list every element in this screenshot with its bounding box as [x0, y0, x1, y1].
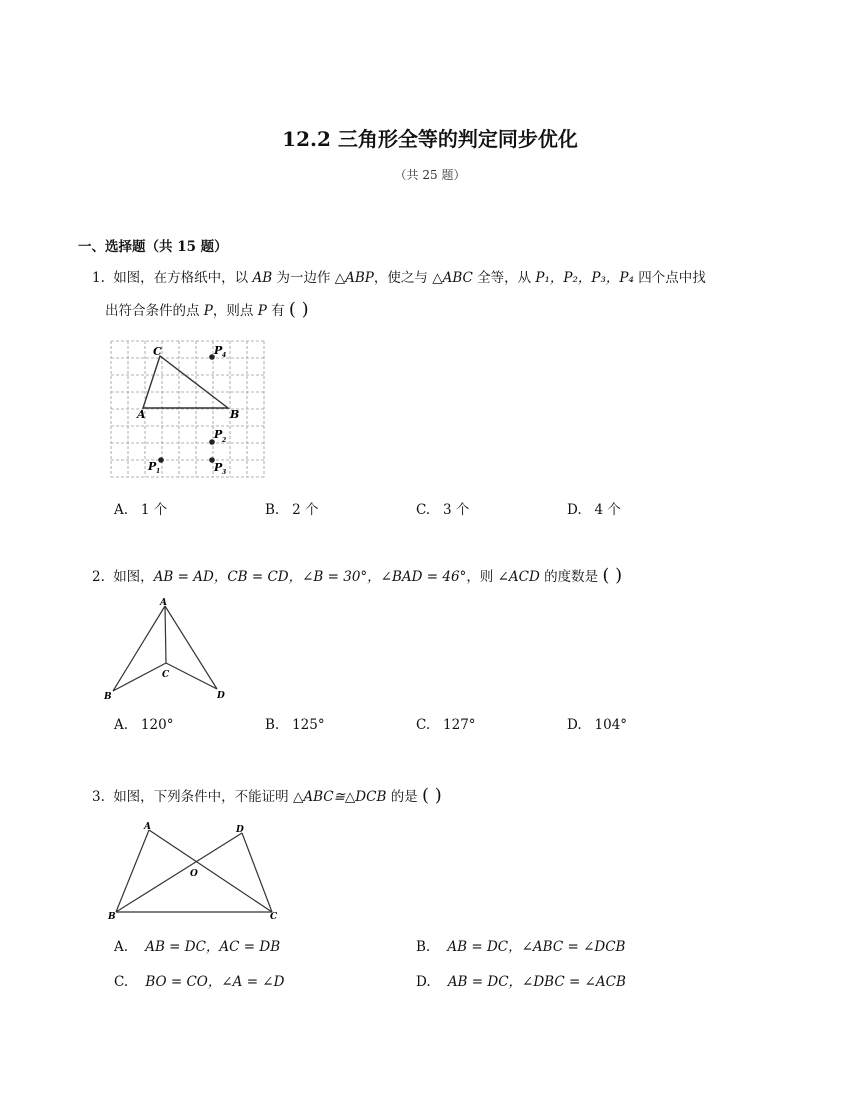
question-number: 1.	[92, 270, 105, 286]
math-expr: P	[257, 303, 267, 319]
option-b[interactable]: B. 2 个	[265, 502, 319, 518]
question-1-line1	[92, 262, 792, 294]
option-d[interactable]: D. 104°	[567, 717, 628, 733]
option-d[interactable]: D. 4 个	[567, 502, 621, 518]
crossed-triangles-figure	[104, 816, 284, 924]
math-expr: △ABC≅△DCB	[292, 789, 387, 805]
math-expr: △ABP	[334, 270, 374, 286]
option-a[interactable]: A. 120°	[114, 717, 174, 733]
question-text: ，使之与	[373, 270, 428, 286]
label-p4-sub: 4	[222, 352, 227, 359]
option-b[interactable]: B. AB = DC，∠ABC = ∠DCB	[416, 939, 626, 955]
answer-blank: ( )	[421, 785, 442, 806]
question-3	[92, 780, 792, 813]
label-o: O	[190, 869, 198, 879]
math-expr: ∠ACD	[497, 569, 540, 585]
question-text: 的是	[390, 789, 418, 805]
option-b[interactable]: B. 125°	[265, 717, 325, 733]
math-expr: P₁，P₂，P₃，P₄	[535, 270, 634, 286]
label-p4: P	[214, 344, 223, 357]
page-title: 12.2 三角形全等的判定同步优化	[282, 127, 578, 151]
label-p2-sub: 2	[222, 437, 227, 444]
question-text: 如图，在方格纸中，以	[113, 270, 249, 286]
label-b: B	[230, 408, 240, 421]
label-p1: P	[148, 460, 157, 473]
point-p1	[158, 457, 164, 463]
question-1-line2	[92, 294, 792, 327]
grid-lines	[111, 341, 264, 477]
label-a: A	[160, 598, 167, 608]
question-number: 2.	[92, 569, 105, 585]
question-2	[92, 560, 792, 593]
label-d: D	[217, 691, 225, 701]
option-a[interactable]: A. AB = DC，AC = DB	[114, 939, 281, 955]
question-text: 出符合条件的点	[105, 303, 200, 319]
question-number: 3.	[92, 789, 105, 805]
question-text: ，则点	[212, 303, 254, 319]
label-a: A	[144, 822, 151, 832]
label-p3: P	[214, 461, 223, 474]
option-c[interactable]: C. BO = CO，∠A = ∠D	[114, 974, 285, 990]
answer-blank: ( )	[288, 299, 309, 320]
math-expr: AB	[252, 270, 273, 286]
triangle-abc	[143, 356, 228, 408]
question-text: 有	[271, 303, 285, 319]
section-heading: 一、选择题（共 15 题）	[78, 239, 228, 255]
label-p2: P	[214, 428, 223, 441]
grid-figure	[108, 338, 268, 482]
math-expr: AB = AD，CB = CD，∠B = 30°，∠BAD = 46°	[153, 569, 467, 585]
math-expr: P	[203, 303, 213, 319]
label-p3-sub: 3	[222, 469, 227, 476]
question-text: ，则	[466, 569, 494, 585]
label-c: C	[270, 912, 278, 922]
label-a: A	[137, 408, 146, 421]
option-c[interactable]: C. 3 个	[416, 502, 470, 518]
math-expr: △ABC	[432, 270, 473, 286]
label-c: C	[153, 345, 162, 358]
page-subtitle: （共 25 题）	[394, 168, 466, 182]
kite-figure	[100, 596, 230, 704]
question-text: 的度数是	[544, 569, 599, 585]
option-c[interactable]: C. 127°	[416, 717, 476, 733]
label-b: B	[108, 912, 116, 922]
option-d[interactable]: D. AB = DC，∠DBC = ∠ACB	[416, 974, 626, 990]
question-text: 全等，从	[477, 270, 532, 286]
option-a[interactable]: A. 1 个	[114, 502, 168, 518]
question-text: 四个点中找	[638, 270, 706, 286]
question-text: 如图，	[113, 569, 154, 585]
question-text: 如图，下列条件中，不能证明	[113, 789, 289, 805]
question-1	[92, 262, 792, 327]
label-c: C	[162, 670, 170, 680]
question-text: 为一边作	[276, 270, 331, 286]
answer-blank: ( )	[602, 565, 623, 586]
label-d: D	[236, 825, 244, 835]
label-p1-sub: 1	[156, 468, 161, 475]
label-b: B	[104, 692, 112, 702]
